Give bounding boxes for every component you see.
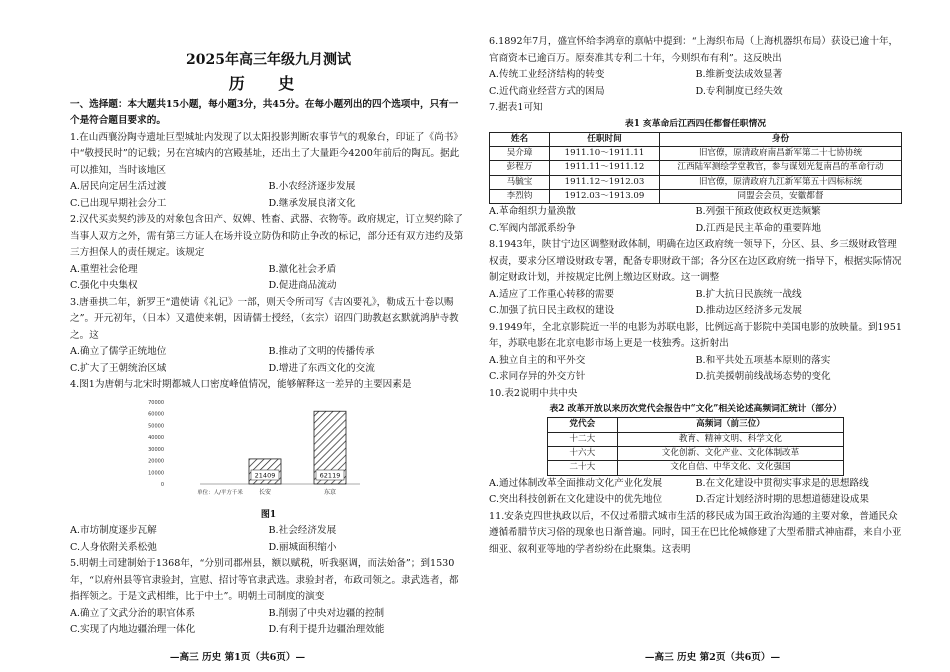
table-row xyxy=(490,161,902,175)
table-cell: 1911.12～1912.03 xyxy=(550,175,660,189)
question-4 xyxy=(70,377,467,556)
option-c: C.军阀内部派系纷争 xyxy=(489,222,576,234)
option-a: A.独立自主的和平外交 xyxy=(489,354,586,366)
option-b: B.激化社会矛盾 xyxy=(268,263,337,275)
option-d: D.继承发展良渚文化 xyxy=(268,197,356,209)
question-stem: 5.明朝土司建制始于1368年，“分别司郡州县，额以赋税，听我驱调，而法始备”；到1530年，“以府州县等官隶验封，宣慰、招讨等官隶武选。隶验封者，布政司领之。隶武选者，都指挥领之。于是文武相维，比于中土”。明朝土司制度的演变 xyxy=(70,558,459,603)
exam-title: 2025年高三年级九月测试 xyxy=(186,52,351,68)
y-tick-label: 70000 xyxy=(148,399,164,406)
table-2 xyxy=(547,417,844,475)
option-b: B.推动了文明的传播传承 xyxy=(268,346,375,358)
option-b: B.社会经济发展 xyxy=(268,525,337,537)
table-cell: 教育、精神文明、科学文化 xyxy=(617,432,843,446)
table-cell: 1911.10～1911.11 xyxy=(550,146,660,160)
option-c: C.加强了抗日民主政权的建设 xyxy=(489,305,615,317)
question-stem: 3.唐垂拱二年，新罗王“遣使请《礼记》一部，则天令所司写《吉凶要礼》，勒成五十卷以赐之”。开元初年，（日本）又遣使来朝，因请儒士授经，（玄宗）诏四门助教赵玄默就鸿胪寺教之。这 xyxy=(70,296,459,341)
category-label: 东京 xyxy=(323,488,337,496)
question-7 xyxy=(489,100,902,237)
table-cell: 二十大 xyxy=(547,461,617,475)
table-cell: 江西陆军测绘学堂教官，参与谋划光复南昌的革命行动 xyxy=(660,161,902,175)
question-stem: 9.1949年，全北京影院近一半的电影为苏联电影，比例远高于影院中美国电影的放映量。到1951年，苏联电影在北京电影市场上更是一枝独秀。这折射出 xyxy=(489,321,902,350)
y-tick-label: 50000 xyxy=(148,423,164,430)
option-c: C.强化中央集权 xyxy=(70,280,138,292)
option-c: C.突出科技创新在文化建设中的优先地位 xyxy=(489,494,663,506)
option-d: D.增进了东西文化的交流 xyxy=(268,362,375,374)
option-a: A.市坊制度逐步瓦解 xyxy=(70,525,157,537)
table-row xyxy=(490,146,902,160)
option-a: A.通过体制改革全面推动文化产业化发展 xyxy=(489,477,663,489)
y-tick-label: 40000 xyxy=(148,434,164,441)
table-header: 姓名 xyxy=(490,132,550,146)
option-c: C.已出现早期社会分工 xyxy=(70,197,167,209)
question-stem: 10.表2说明中共中央 xyxy=(489,387,578,399)
section-intro: 一、选择题：本大题共15小题，每小题3分，共45分。在每小题列出的四个选项中，只有一个是符合题目要求的。 xyxy=(70,98,459,127)
option-a: A.确立了文武分治的职官体系 xyxy=(70,607,196,619)
unit-label: 单位：人/平方千米 xyxy=(197,489,243,496)
table-row xyxy=(490,189,902,203)
question-stem: 4.图1为唐朝与北宋时期都城人口密度峰值情况，能够解释这一差异的主要因素是 xyxy=(70,379,412,391)
table-cell: 文化自信、中华文化、文化强国 xyxy=(617,461,843,475)
table-cell: 旧官僚，原清政府南昌新军第二十七协协统 xyxy=(660,146,902,160)
option-b: B.和平共处五项基本原则的落实 xyxy=(695,354,831,366)
table-row xyxy=(547,461,843,475)
table-header: 高频词（前三位） xyxy=(617,418,843,432)
option-b: B.在文化建设中贯彻实事求是的思想路线 xyxy=(695,477,869,489)
table-row xyxy=(547,446,843,460)
option-b: B.维新变法成效显著 xyxy=(695,69,783,80)
table-1 xyxy=(489,132,902,205)
table-cell: 十六大 xyxy=(547,446,617,460)
question-stem: 11.安条克四世执政以后，不仅过希腊式城市生活的移民成为国王政治沟通的主要对象，普通民众遵循希腊节庆习俗的现象也日渐普遍。同时，国王在巴比伦城修建了大型希腊式神庙群，来自小亚细亚、叙利亚等地的学者纷纷在此聚集。这表明 xyxy=(489,510,902,555)
option-c: C.实现了内地边疆治理一体化 xyxy=(70,624,196,636)
value-label: 62119 xyxy=(319,471,341,480)
table-cell: 文化创新、文化产业、文化体制改革 xyxy=(617,446,843,460)
y-tick-label: 10000 xyxy=(148,469,164,476)
y-tick-label: 60000 xyxy=(148,411,164,418)
option-c: C.人身依附关系松弛 xyxy=(70,541,157,553)
subject-title: 历 史 xyxy=(228,74,309,93)
table-header-row xyxy=(490,132,902,146)
option-a: A.革命组织力量涣散 xyxy=(489,206,576,218)
table-row xyxy=(490,175,902,189)
y-tick-label: 20000 xyxy=(148,458,164,465)
table-cell: 李烈钧 xyxy=(490,189,550,203)
question-stem: 6.1892年7月，盛宣怀给李鸿章的禀帖中提到：“上海织布局（上海机器织布局）获设已逾十年，官商资本已逾百万。原奏准其专利二十年，今则织布有利”。这反映出 xyxy=(489,36,899,64)
option-d: D.有利于提升边疆治理效能 xyxy=(268,624,385,636)
table-header-row xyxy=(547,418,843,432)
option-a: A.确立了儒学正统地位 xyxy=(70,346,167,358)
option-d: D.丽城面积缩小 xyxy=(268,541,337,553)
table-cell: 同盟会会员，安徽都督 xyxy=(660,189,902,203)
option-b: B.列强干预政使政权更迭频繁 xyxy=(695,206,821,218)
question-stem: 7.据表1可知 xyxy=(489,102,543,113)
table-cell: 吴介璋 xyxy=(490,146,550,160)
question-stem: 2.汉代买卖契约涉及的对象包含田产、奴婢、牲畜、武器、衣物等。政府规定，订立契约除了当事人双方之外，需有第三方证人在场并设立防伪和防止争改的标记，部分还有双方违约及第三方担保人的责任规定。该规定 xyxy=(70,214,464,259)
page-footer: —高三 历史 第2页（共6页）— xyxy=(644,651,781,663)
option-d: D.推动边区经济多元发展 xyxy=(695,305,802,317)
table-cell: 1911.11～1911.12 xyxy=(550,161,660,175)
question-6 xyxy=(489,34,902,100)
question-1 xyxy=(70,130,467,213)
table-2-caption: 表2 改革开放以来历次党代会报告中“文化”相关论述高频词汇统计（部分） xyxy=(549,404,842,415)
table-cell: 1912.03～1913.09 xyxy=(550,189,660,203)
option-d: D.否定计划经济时期的思想道德建设成果 xyxy=(695,494,869,506)
question-8 xyxy=(489,237,902,320)
question-5 xyxy=(70,556,467,639)
question-10 xyxy=(489,386,902,509)
option-b: B.削弱了中央对边疆的控制 xyxy=(268,607,385,619)
figure-1-chart xyxy=(70,398,467,508)
table-1-caption: 表1 亥革命后江西四任都督任职情况 xyxy=(624,118,767,129)
figure-caption: 图1 xyxy=(260,509,277,520)
table-cell: 旧官僚，原清政府九江新军第五十四标标统 xyxy=(660,175,902,189)
table-header: 任职时间 xyxy=(550,132,660,146)
option-d: D.抗美援朝前线战场态势的变化 xyxy=(695,371,831,383)
option-c: C.近代商业经营方式的困局 xyxy=(489,85,605,97)
option-c: C.求同存异的外交方针 xyxy=(489,371,586,383)
option-b: B.小农经济逐步发展 xyxy=(268,181,356,193)
option-a: A.重塑社会伦理 xyxy=(70,263,138,275)
question-11 xyxy=(489,509,902,559)
value-label: 21409 xyxy=(254,471,276,480)
question-3 xyxy=(70,295,467,378)
question-stem: 1.在山西襄汾陶寺遗址巨型城址内发现了以太阳投影判断农事节气的观象台，印证了《尚书》中“敬授民时”的记载；另在宫城内的宫殿基址，还出土了大量距今4200年前后的陶瓦。据此可以推知，当时该地区 xyxy=(70,131,463,176)
y-tick-label: 0 xyxy=(160,481,164,488)
option-a: A.适应了工作重心转移的需要 xyxy=(489,288,615,300)
y-tick-label: 30000 xyxy=(148,446,164,453)
table-header: 党代会 xyxy=(547,418,617,432)
question-2 xyxy=(70,212,467,295)
table-header: 身份 xyxy=(660,132,902,146)
table-row xyxy=(547,432,843,446)
right-page xyxy=(475,0,950,672)
question-9 xyxy=(489,320,902,386)
option-d: D.专利制度已经失效 xyxy=(695,85,783,97)
page-footer: —高三 历史 第1页（共6页）— xyxy=(169,651,306,663)
option-b: B.扩大抗日民族统一战线 xyxy=(695,288,802,300)
table-cell: 十二大 xyxy=(547,432,617,446)
option-d: D.江西是民主革命的重要阵地 xyxy=(695,222,822,234)
table-cell: 马毓宝 xyxy=(490,175,550,189)
category-label: 长安 xyxy=(258,488,272,496)
table-cell: 彭程万 xyxy=(490,161,550,175)
option-c: C.扩大了王朝统治区域 xyxy=(70,362,167,374)
option-a: A.传统工业经济结构的转变 xyxy=(489,69,605,80)
bar-chart xyxy=(70,398,370,508)
option-a: A.居民向定居生活过渡 xyxy=(70,181,167,193)
question-stem: 8.1943年，陕甘宁边区调整财政体制，明确在边区政府统一领导下，分区、县、乡三级财政管理权责，要求分区增设财政专署，配备专职财政干部；各分区在边区政府统一指导下，根据实际情况制定财政计划，并按规定比例上缴边区财政。这一调整 xyxy=(489,239,902,284)
option-d: D.促进商品流动 xyxy=(268,280,337,292)
